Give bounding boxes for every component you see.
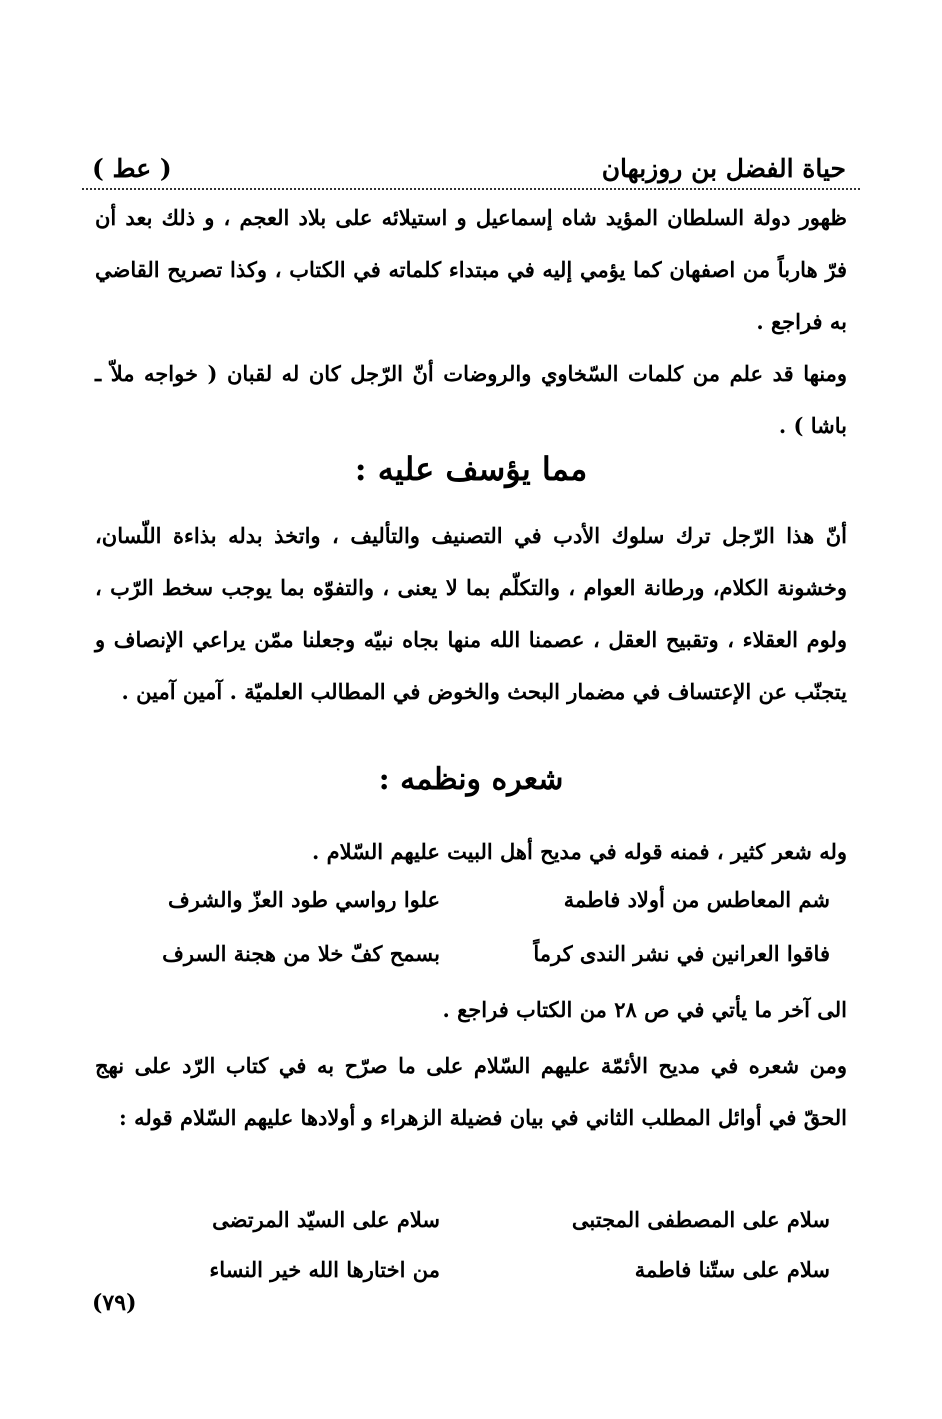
verse-hemistich-left: بسمح كفّ خلا من هجنة السرف — [162, 940, 440, 966]
running-header — [82, 148, 860, 190]
paragraph-poetry-intro: وله شعر كثير ، فمنه قوله في مديح أهل البيت عليهم السّلام . — [311, 839, 847, 864]
verse-hemistich-right: فاقوا العرانين في نشر الندى كرماً — [533, 940, 830, 966]
paragraph-titles-text: قد علم من كلمات السّخاوي والروضات أنّ الرّجل كان له لقبان ( خواجه ملاّ ـ باشا ) . — [95, 361, 847, 438]
verse-line — [120, 876, 830, 922]
header-title: حياة الفضل بن روزبهان — [601, 153, 846, 183]
page-number: (٧٩) — [92, 1290, 137, 1316]
verse-line — [120, 930, 830, 976]
verse-line — [120, 1246, 830, 1292]
paragraph-titles — [95, 348, 847, 452]
verse-hemistich-right: شم المعاطس من أولاد فاطمة — [563, 886, 830, 912]
paragraph-criticism: أنّ هذا الرّجل ترك سلوك الأدب في التصنيف والتأليف ، واتخذ بدله بذاءة اللّسان، وخشونة الكلام، ورطانة العوام ، والتكلّم بما لا يعنى ، والتفوّه بما يوجب سخط الرّب ، ولوم العقلاء ، وتقبيح العقل ، عصمنا الله منها بجاه نبيّه وجعلنا ممّن يراعي الإنصاف و يتجنّب عن الإعتساف في مضمار البحث والخوض في المطالب العلميّة . آمين آمين . — [95, 523, 847, 704]
verse-hemistich-left: علوا رواسي طود العزّ والشرف — [168, 886, 440, 912]
section-heading-poetry: شعره ونظمه : — [378, 762, 564, 797]
verse-hemistich-left: من اختارها الله خير النساء — [209, 1256, 440, 1282]
verse-hemistich-right: سلام على ستّنا فاطمة — [634, 1256, 830, 1282]
header-page-code: ( عط ) — [92, 153, 172, 183]
paragraph-imams-praise: ومن شعره في مديح الأئمّة عليهم السّلام على ما صرّح به في كتاب الرّد على نهج الحقّ في أوائل المطلب الثاني في بيان فضيلة الزهراء و أولادها عليهم السّلام قوله : — [95, 1053, 847, 1130]
verse-hemistich-right: سلام على المصطفى المجتبى — [571, 1206, 830, 1232]
paragraph-continuation: الى آخر ما يأتي في ص ٢٨ من الكتاب فراجع . — [442, 997, 847, 1022]
paragraph-escape: ظهور دولة السلطان المؤيد شاه إسماعيل و استيلائه على بلاد العجم ، و ذلك بعد أن فرّ هارباً من اصفهان كما يؤمي إليه في مبتداء كلماته في الكتاب ، وكذا تصريح القاضي به فراجع . — [95, 205, 847, 334]
verse-hemistich-left: سلام على السيّد المرتضى — [212, 1206, 440, 1232]
verse-line — [120, 1196, 830, 1242]
paragraph-lead-word: ومنها — [803, 361, 847, 386]
section-heading-regret: مما يؤسف عليه : — [354, 450, 588, 488]
